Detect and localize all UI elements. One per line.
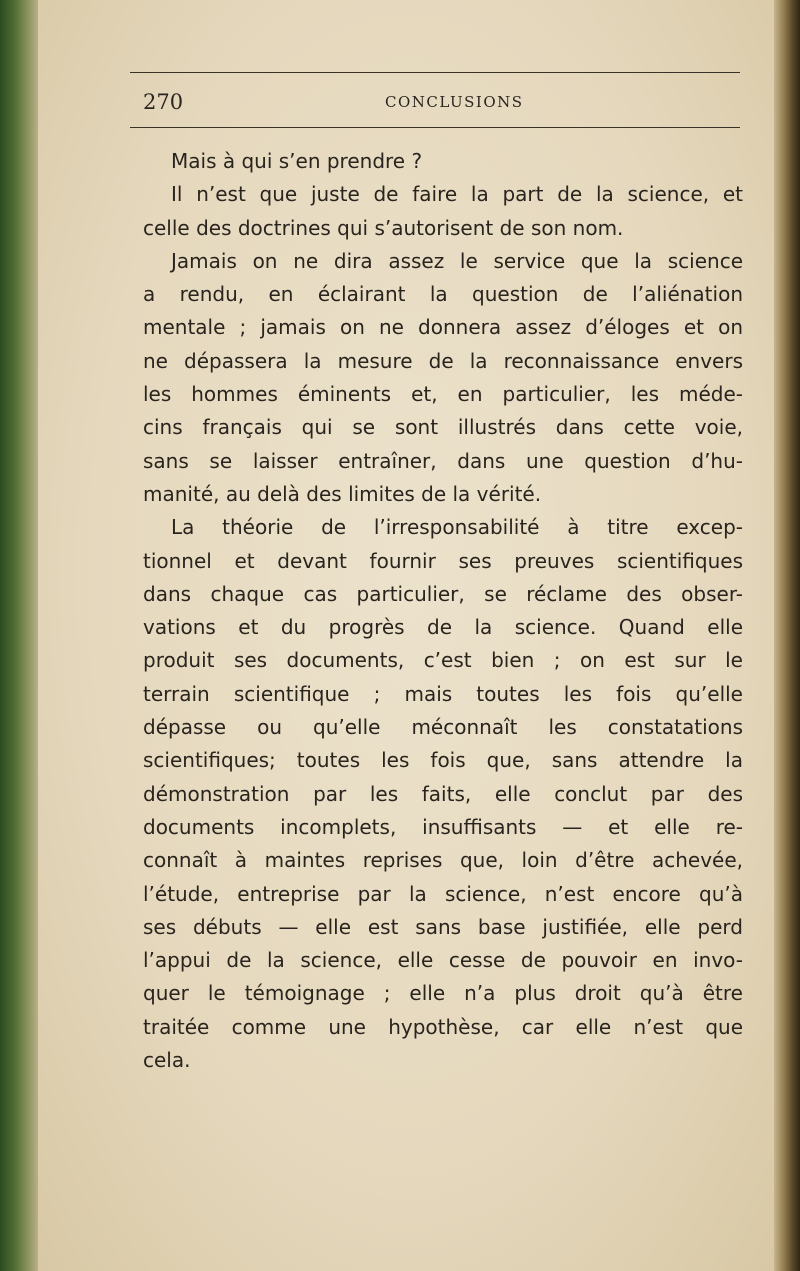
text-line: mentale ; jamais on ne donnera assez d’éloges et on	[143, 315, 743, 340]
text-line: vations et du progrès de la science. Quand elle	[143, 615, 743, 640]
text-line: cela.	[143, 1048, 191, 1073]
text-line: tionnel et devant fournir ses preuves scientifiques	[143, 548, 743, 573]
text-line: quer le témoignage ; elle n’a plus droit qu’à être	[143, 981, 743, 1006]
header-rule-bottom	[130, 127, 740, 128]
text-line: a rendu, en éclairant la question de l’aliénation	[143, 282, 743, 307]
text-line: dépasse ou qu’elle méconnaît les constatations	[143, 715, 743, 740]
text-line: l’appui de la science, elle cesse de pouvoir en invo-	[143, 948, 743, 973]
header-rule-top	[130, 72, 740, 73]
book-binding	[0, 0, 38, 1271]
text-line: scientifiques; toutes les fois que, sans attendre la	[143, 748, 743, 773]
text-line: cins français qui se sont illustrés dans cette voie,	[143, 415, 743, 440]
text-line: Mais à qui s’en prendre ?	[171, 149, 423, 173]
body-text	[143, 145, 743, 1077]
text-line: les hommes éminents et, en particulier, les méde-	[143, 382, 743, 407]
page-edge	[774, 0, 800, 1271]
text-line: ne dépassera la mesure de la reconnaissance envers	[143, 348, 743, 373]
text-line: manité, au delà des limites de la vérité.	[143, 481, 542, 506]
text-line: documents incomplets, insuffisants — et elle re-	[143, 814, 743, 839]
text-line: celle des doctrines qui s’autorisent de son nom.	[143, 215, 624, 240]
text-line: démonstration par les faits, elle conclut par des	[143, 781, 743, 806]
text-line: La théorie de l’irresponsabilité à titre excep-	[171, 515, 743, 540]
running-title: CONCLUSIONS	[385, 93, 524, 111]
text-line: dans chaque cas particulier, se réclame des obser-	[143, 581, 743, 606]
text-line: Jamais on ne dira assez le service que la science	[171, 248, 743, 273]
page-number: 270	[143, 90, 184, 114]
text-line: l’étude, entreprise par la science, n’est encore qu’à	[143, 881, 743, 906]
text-line: traitée comme une hypothèse, car elle n’est que	[143, 1014, 743, 1039]
text-line: connaît à maintes reprises que, loin d’être achevée,	[143, 848, 743, 873]
text-line: Il n’est que juste de faire la part de la science, et	[171, 182, 743, 207]
text-line: ses débuts — elle est sans base justifiée, elle perd	[143, 914, 743, 939]
text-line: sans se laisser entraîner, dans une question d’hu-	[143, 448, 743, 473]
text-line: terrain scientifique ; mais toutes les fois qu’elle	[143, 681, 743, 706]
text-line: produit ses documents, c’est bien ; on est sur le	[143, 648, 743, 673]
